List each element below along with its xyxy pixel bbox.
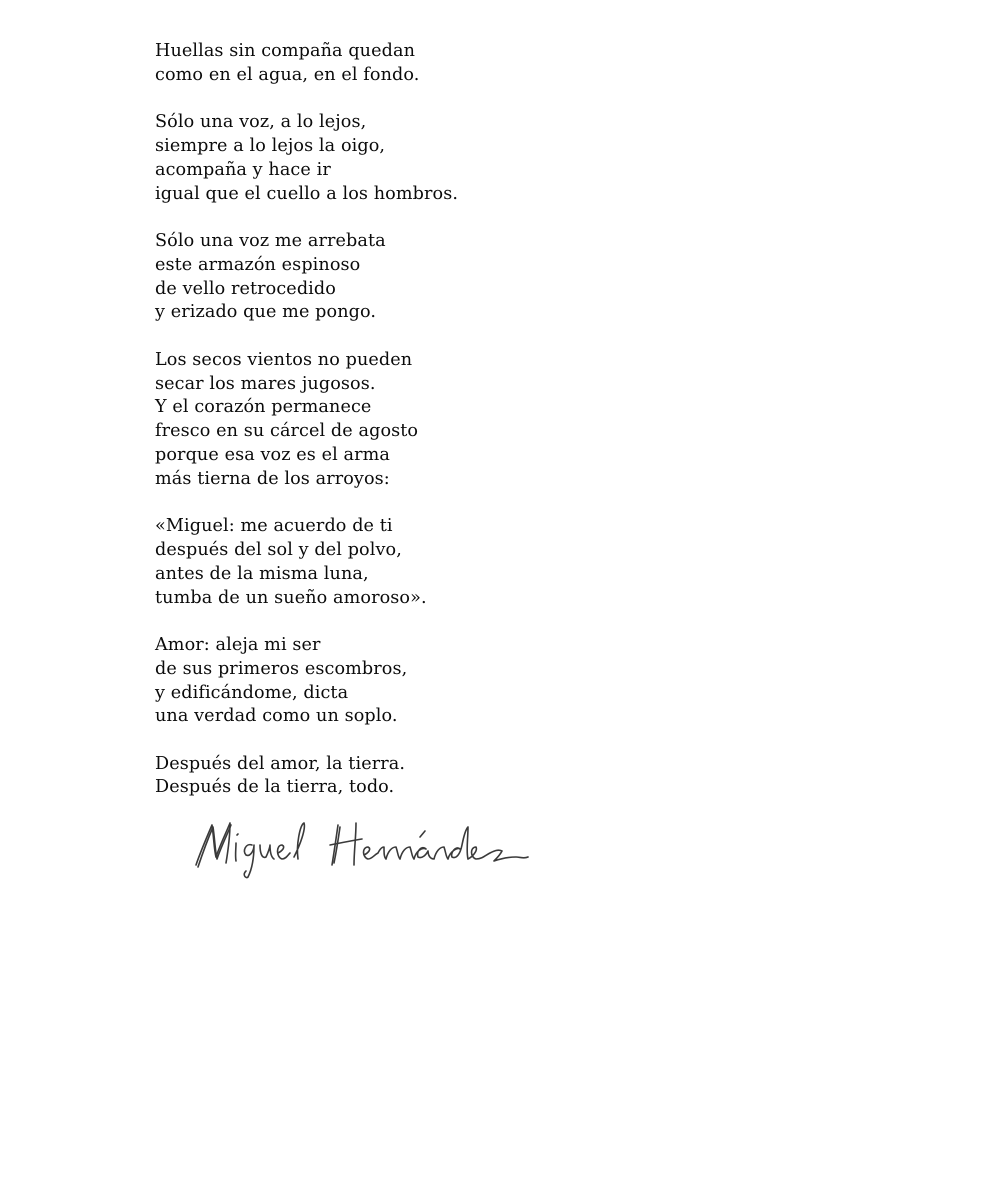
poem-line: acompaña y hace ir xyxy=(155,159,331,180)
poem-line: fresco en su cárcel de agosto xyxy=(155,421,419,442)
poem-line: de vello retrocedido xyxy=(155,278,336,299)
stanza-1 xyxy=(155,40,675,88)
poem-line: después del sol y del polvo, xyxy=(155,539,402,560)
stanza-4 xyxy=(155,349,675,492)
poem-line: una verdad como un soplo. xyxy=(155,706,398,727)
poem-body xyxy=(155,40,675,824)
handwritten-signature xyxy=(190,815,535,885)
poem-line: y erizado que me pongo. xyxy=(155,302,377,323)
poem-line: Sólo una voz, a lo lejos, xyxy=(155,112,367,133)
stanza-3 xyxy=(155,230,675,325)
stanza-6 xyxy=(155,634,675,729)
poem-line: siempre a lo lejos la oigo, xyxy=(155,135,386,156)
stanza-2 xyxy=(155,111,675,206)
poem-line: Amor: aleja mi ser xyxy=(155,634,321,655)
poem-line: de sus primeros escombros, xyxy=(155,658,408,679)
poem-line: antes de la misma luna, xyxy=(155,563,369,584)
poem-line: Huellas sin compaña quedan xyxy=(155,41,416,61)
poem-line: Después del amor, la tierra. xyxy=(155,753,406,774)
poem-line: como en el agua, en el fondo. xyxy=(155,64,420,85)
poem-line: igual que el cuello a los hombros. xyxy=(155,183,459,204)
poem-line: «Miguel: me acuerdo de ti xyxy=(155,516,393,537)
poem-line: y edificándome, dicta xyxy=(155,682,349,703)
stanza-5 xyxy=(155,515,675,610)
poem-line: tumba de un sueño amoroso». xyxy=(155,587,427,608)
poem-line: Sólo una voz me arrebata xyxy=(155,230,386,251)
poem-line: secar los mares jugosos. xyxy=(155,373,376,394)
poem-line: Los secos vientos no pueden xyxy=(155,349,413,370)
stanza-7 xyxy=(155,753,675,801)
poem-line: este armazón espinoso xyxy=(155,254,361,275)
poem-line: Después de la tierra, todo. xyxy=(155,777,395,798)
poem-line: Y el corazón permanece xyxy=(155,397,372,418)
poem-line: porque esa voz es el arma xyxy=(155,444,391,465)
poem-line: más tierna de los arroyos: xyxy=(155,468,390,489)
